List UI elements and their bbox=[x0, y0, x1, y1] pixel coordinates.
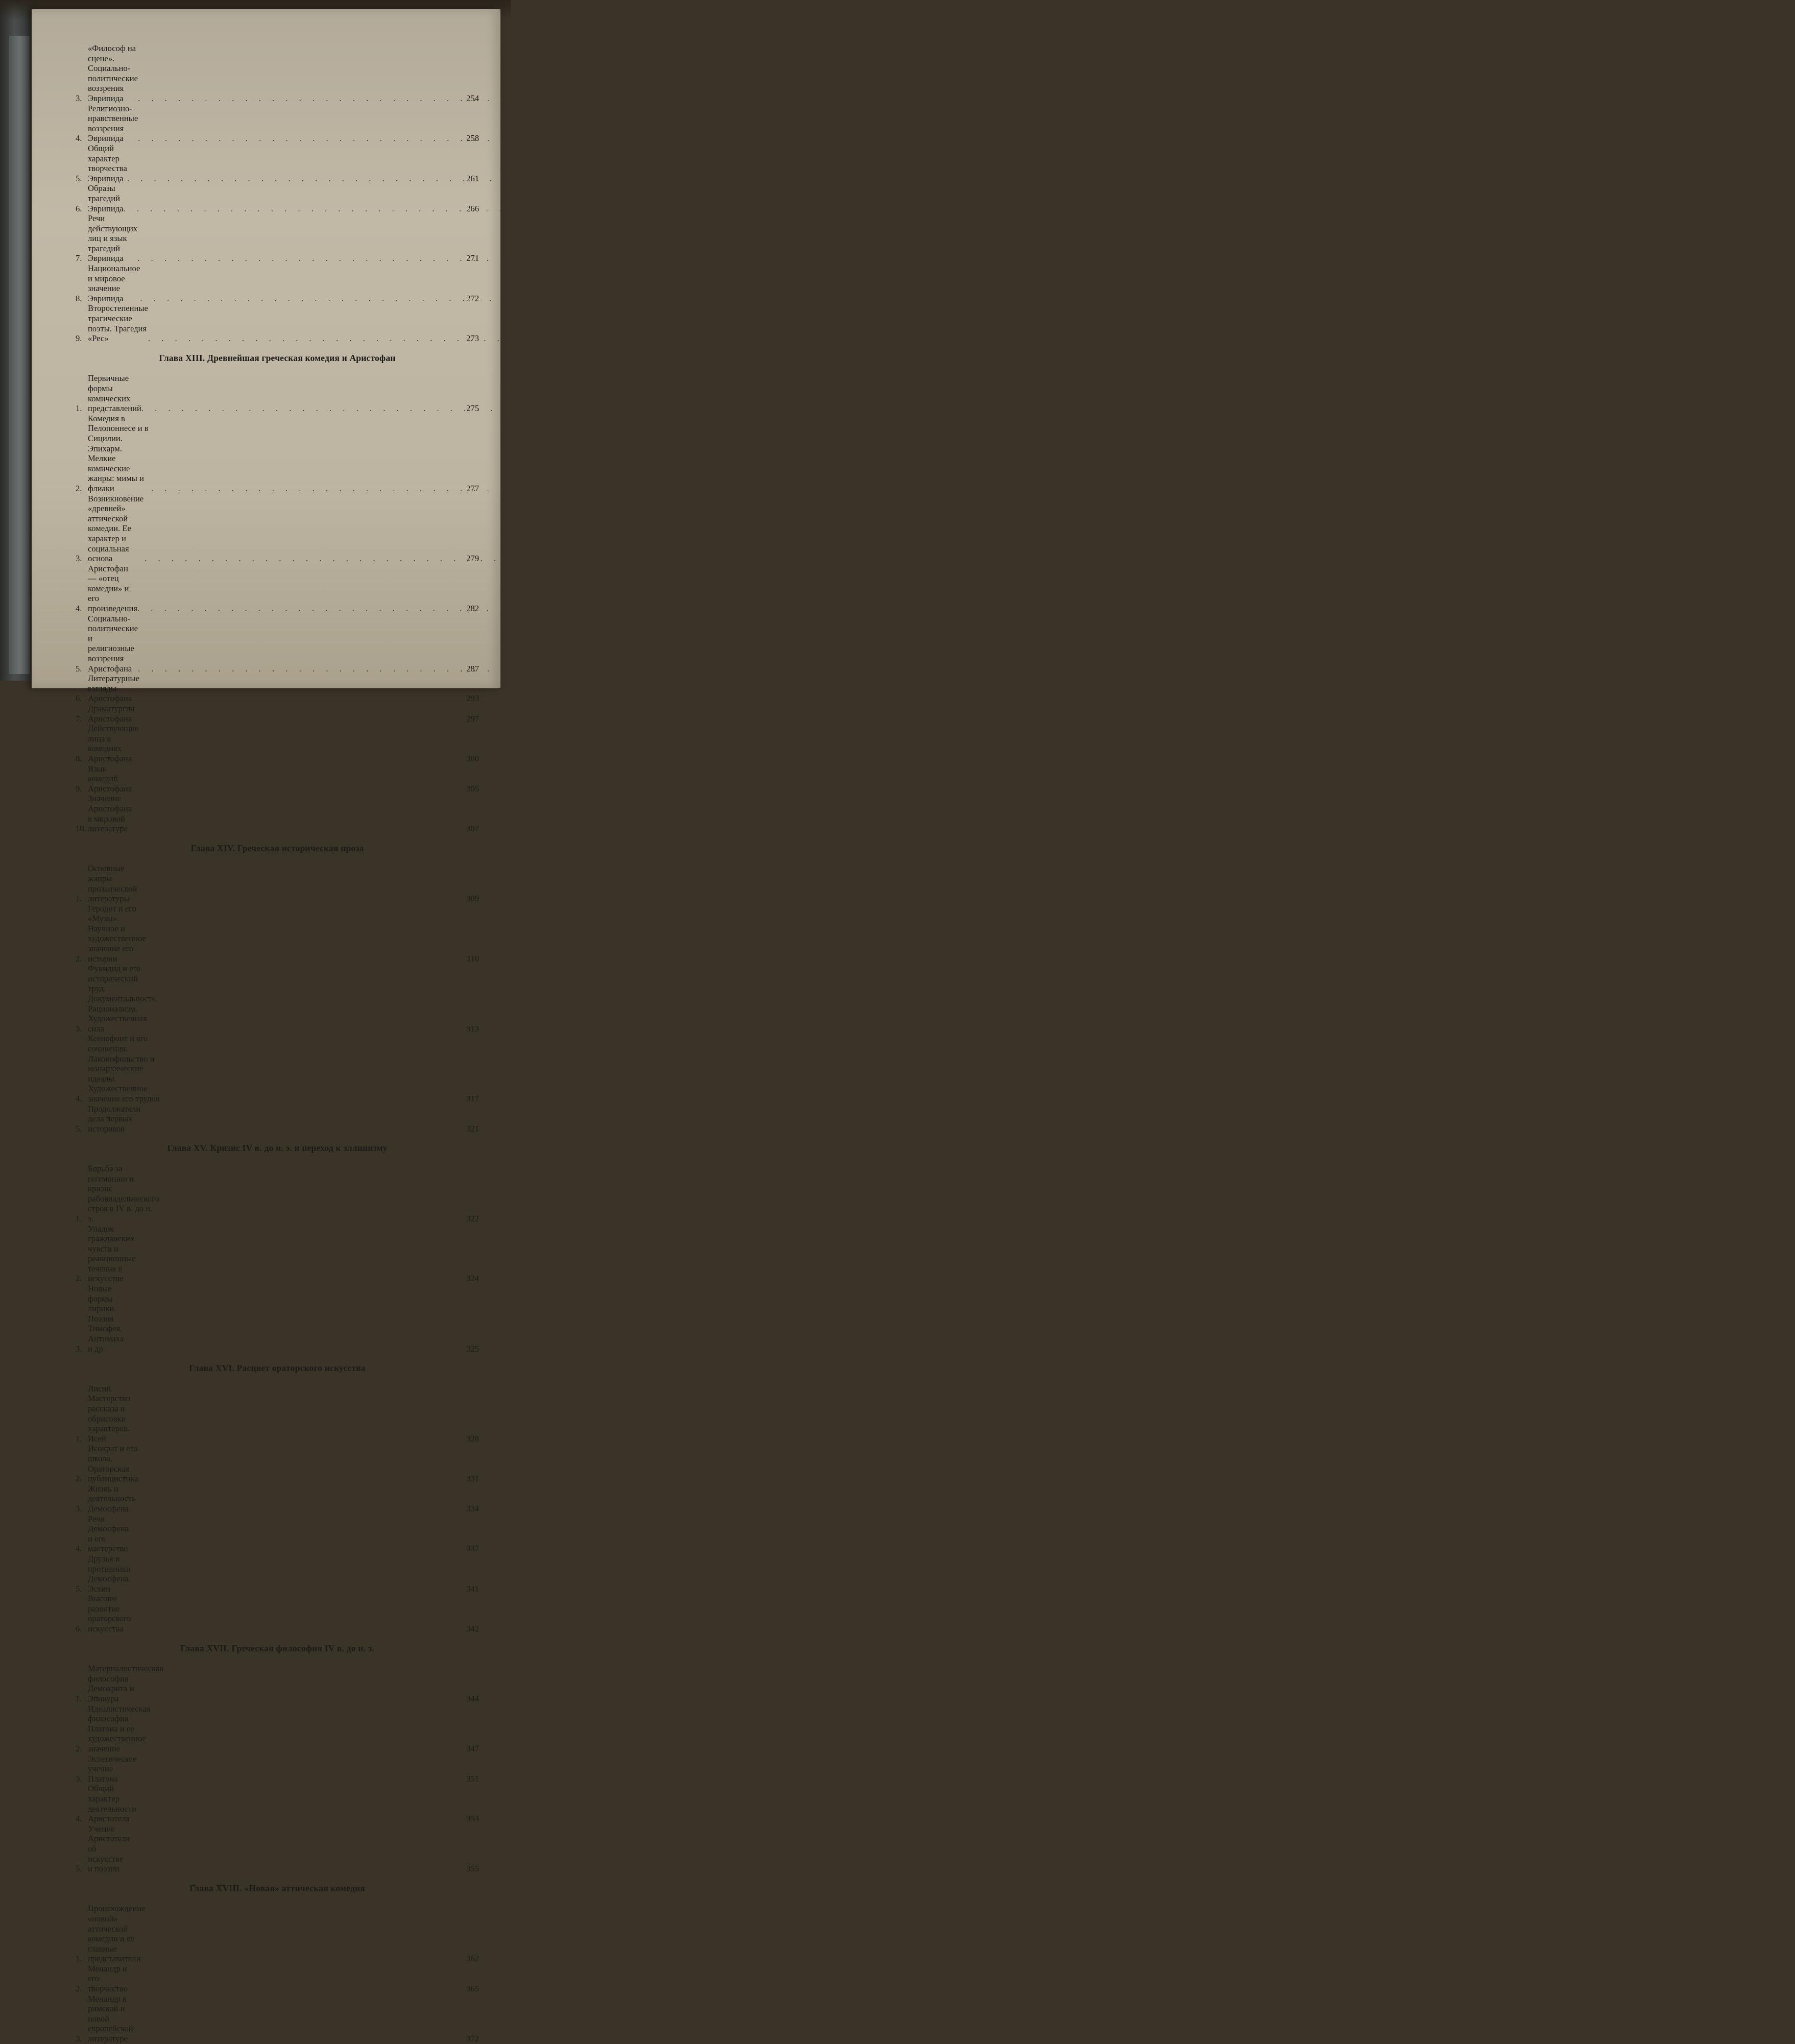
toc-entry bbox=[76, 1784, 479, 1823]
entry-page-number: 353 bbox=[466, 1814, 479, 1824]
entry-body bbox=[88, 213, 461, 263]
dot-leader bbox=[138, 1474, 461, 1484]
entry-body bbox=[88, 704, 461, 724]
entry-title: Жизнь и деятельность Демосфена bbox=[88, 1483, 136, 1513]
dot-leader bbox=[158, 1024, 461, 1034]
entry-title: Продолжатели дела первых историков bbox=[88, 1103, 141, 1134]
toc-entry bbox=[76, 43, 479, 104]
entry-title: Фукидид и его исторический труд. Документальность. Рационализм. Художественная сила bbox=[88, 964, 158, 1033]
entry-title: Исократ и его школа. Ораторская публицистика bbox=[88, 1444, 138, 1484]
entry-page-number: 309 bbox=[466, 894, 479, 904]
dot-leader bbox=[130, 1864, 461, 1874]
dot-leader bbox=[163, 1694, 461, 1704]
dot-leader bbox=[131, 1584, 461, 1594]
entry-title: Ксенофонт и его сочинения. Лаконофильство и монархические идеалы. Художественное значение его трудов bbox=[88, 1033, 160, 1103]
dot-leader bbox=[140, 294, 461, 304]
entry-body bbox=[88, 793, 461, 833]
entry-title: Драматургия Аристофана bbox=[88, 704, 135, 724]
entry-body bbox=[88, 1033, 461, 1103]
entry-number: 5. bbox=[76, 1583, 82, 1594]
entry-body bbox=[88, 1554, 461, 1594]
entry-title: «Философ на сцене». Социально-политические воззрения Эврипида bbox=[88, 43, 138, 103]
entry-body bbox=[88, 1164, 461, 1224]
book-spine bbox=[0, 0, 36, 681]
entry-number: 1. bbox=[76, 1213, 82, 1223]
entry-page-number: 282 bbox=[466, 604, 479, 614]
entry-number: 7. bbox=[76, 713, 82, 724]
entry-body bbox=[88, 303, 461, 343]
entry-page-number: 297 bbox=[466, 713, 479, 724]
entry-body bbox=[88, 1384, 461, 1444]
entry-number: 3. bbox=[76, 1503, 82, 1513]
dot-leader bbox=[132, 824, 461, 834]
dot-leader bbox=[134, 714, 461, 724]
dot-leader bbox=[138, 93, 461, 104]
entry-number: 1. bbox=[76, 1694, 82, 1704]
toc-entry bbox=[76, 1484, 479, 1514]
entry-number: 2. bbox=[76, 1474, 82, 1484]
entry-page-number: 300 bbox=[466, 753, 479, 763]
entry-page-number: 254 bbox=[466, 93, 479, 103]
entry-number: 4. bbox=[76, 1814, 82, 1824]
entry-body bbox=[88, 614, 461, 674]
entry-number: 9. bbox=[76, 333, 82, 344]
entry-page-number: 317 bbox=[466, 1093, 479, 1103]
entry-number: 2. bbox=[76, 483, 82, 493]
dot-leader bbox=[128, 1984, 461, 1994]
toc-entry bbox=[76, 414, 479, 494]
entry-number: 4. bbox=[76, 1544, 82, 1554]
entry-page-number: 258 bbox=[466, 133, 479, 143]
toc-entry bbox=[76, 263, 479, 303]
toc-entry bbox=[76, 1284, 479, 1354]
spine-edge bbox=[9, 36, 30, 674]
entry-title: Идеалистическая философия Платона и ее художественное значение bbox=[88, 1703, 151, 1753]
entry-title: Речи Демосфена и его мастерство bbox=[88, 1513, 129, 1554]
entry-title: Общий характер творчества Эврипида bbox=[88, 143, 127, 183]
dot-leader bbox=[139, 693, 461, 704]
entry-number: 8. bbox=[76, 753, 82, 763]
entry-page-number: 355 bbox=[466, 1864, 479, 1874]
toc-entry bbox=[76, 1964, 479, 1994]
entry-page-number: 331 bbox=[466, 1474, 479, 1484]
entry-number: 10. bbox=[76, 824, 86, 834]
dot-leader bbox=[148, 333, 461, 344]
entry-page-number: 279 bbox=[466, 554, 479, 564]
entry-number: 3. bbox=[76, 1773, 82, 1784]
entry-page-number: 341 bbox=[466, 1583, 479, 1594]
entry-page-number: 372 bbox=[466, 2034, 479, 2044]
entry-number: 2. bbox=[76, 1744, 82, 1753]
entry-page-number: 272 bbox=[466, 293, 479, 303]
toc-entry bbox=[76, 1994, 479, 2044]
entry-title: Борьба за гегемонию и кризис рабовладельческого строя в IV в. до н. э. bbox=[88, 1163, 159, 1223]
entry-body bbox=[88, 1514, 461, 1554]
dot-leader bbox=[138, 754, 461, 764]
entry-number: 4. bbox=[76, 133, 82, 143]
entry-body bbox=[88, 1224, 461, 1284]
toc-entry bbox=[76, 704, 479, 724]
entry-number: 1. bbox=[76, 1433, 82, 1444]
entry-title: Материалистическая философия Демокрита и Эпикура bbox=[88, 1664, 163, 1704]
entry-title: Лисий. Мастерство рассказа и обрисовки характеров. Исей bbox=[88, 1383, 131, 1444]
entry-body bbox=[88, 674, 461, 704]
dot-leader bbox=[133, 2034, 461, 2044]
entry-number: 1. bbox=[76, 894, 82, 904]
entry-title: Образы трагедий Эврипида bbox=[88, 183, 124, 213]
chapter-heading: Глава XVIII. «Новая» аттическая комедия bbox=[189, 1883, 365, 1893]
toc-entry bbox=[76, 303, 479, 343]
entry-body bbox=[88, 764, 461, 794]
entry-number: 4. bbox=[76, 1093, 82, 1103]
dot-leader bbox=[136, 1814, 461, 1824]
table-of-contents bbox=[76, 43, 479, 2044]
entry-body bbox=[88, 494, 461, 564]
dot-leader bbox=[124, 204, 461, 214]
entry-body bbox=[88, 183, 461, 213]
toc-entry bbox=[76, 1704, 479, 1754]
dot-leader bbox=[150, 1744, 461, 1754]
entry-title: Друзья и противники Демосфена. Эсхин bbox=[88, 1553, 131, 1594]
entry-title: Эстетическое учение Платона bbox=[88, 1753, 137, 1784]
toc-entry bbox=[76, 143, 479, 183]
toc-entry bbox=[76, 863, 479, 903]
entry-title: Геродот и его «Музы». Научное и художественное значение его истории bbox=[88, 903, 146, 964]
entry-number: 7. bbox=[76, 253, 82, 263]
entry-body bbox=[88, 414, 461, 494]
entry-page-number: 342 bbox=[466, 1624, 479, 1634]
toc-entry bbox=[76, 1664, 479, 1703]
entry-body bbox=[88, 373, 461, 413]
entry-page-number: 322 bbox=[466, 1213, 479, 1223]
toc-entry bbox=[76, 1754, 479, 1784]
toc-entry bbox=[76, 674, 479, 704]
entry-number: 8. bbox=[76, 293, 82, 303]
entry-title: Высшее развитие ораторского искусства bbox=[88, 1594, 131, 1634]
entry-title: Комедия в Пелопоннесе и в Сицилии. Эпихарм. Мелкие комические жанры: мимы и флиаки bbox=[88, 413, 149, 493]
entry-page-number: 313 bbox=[466, 1023, 479, 1033]
entry-title: Социально-политические и религиозные воззрения Аристофана bbox=[88, 613, 138, 674]
entry-title: Возникновение «древней» аттической комедии. Ее характер и социальная основа bbox=[88, 493, 144, 564]
entry-page-number: 261 bbox=[466, 173, 479, 183]
entry-page-number: 328 bbox=[466, 1433, 479, 1444]
entry-number: 6. bbox=[76, 203, 82, 213]
entry-number: 1. bbox=[76, 1954, 82, 1964]
toc-entry bbox=[76, 793, 479, 833]
dot-leader bbox=[131, 1624, 461, 1634]
entry-number: 3. bbox=[76, 1343, 82, 1354]
entry-page-number: 362 bbox=[466, 1954, 479, 1964]
toc-entry bbox=[76, 614, 479, 674]
entry-page-number: 275 bbox=[466, 403, 479, 414]
entry-number: 5. bbox=[76, 1123, 82, 1134]
entry-page-number: 347 bbox=[466, 1744, 479, 1753]
toc-entry bbox=[76, 724, 479, 763]
entry-page-number: 324 bbox=[466, 1273, 479, 1284]
entry-body bbox=[88, 104, 461, 143]
entry-body bbox=[88, 863, 461, 903]
chapter-heading: Глава XVI. Расцвет ораторского искусства bbox=[189, 1363, 366, 1374]
toc-entry bbox=[76, 764, 479, 794]
toc-entry bbox=[76, 183, 479, 213]
dot-leader bbox=[137, 604, 461, 614]
entry-title: Менандр и его творчество bbox=[88, 1963, 128, 1994]
entry-page-number: 277 bbox=[466, 483, 479, 493]
entry-number: 3. bbox=[76, 2034, 82, 2044]
dot-leader bbox=[129, 1544, 461, 1554]
entry-body bbox=[88, 1994, 461, 2044]
entry-body bbox=[88, 1964, 461, 1994]
entry-page-number: 334 bbox=[466, 1503, 479, 1513]
toc-entry bbox=[76, 213, 479, 263]
dot-leader bbox=[131, 1434, 461, 1444]
entry-page-number: 271 bbox=[466, 253, 479, 263]
dot-leader bbox=[146, 954, 461, 964]
entry-page-number: 266 bbox=[466, 203, 479, 213]
entry-number: 5. bbox=[76, 663, 82, 674]
entry-page-number: 351 bbox=[466, 1773, 479, 1784]
toc-entry bbox=[76, 494, 479, 564]
entry-body bbox=[88, 1824, 461, 1874]
entry-page-number: 344 bbox=[466, 1694, 479, 1704]
dot-leader bbox=[141, 403, 461, 414]
entry-number: 5. bbox=[76, 1864, 82, 1874]
toc-entry bbox=[76, 1224, 479, 1284]
entry-title: Второстепенные трагические поэты. Трагедия «Рес» bbox=[88, 303, 148, 344]
entry-body bbox=[88, 1104, 461, 1134]
entry-body bbox=[88, 564, 461, 614]
dot-leader bbox=[136, 1273, 461, 1284]
dot-leader bbox=[146, 1954, 461, 1964]
toc-entry bbox=[76, 1384, 479, 1444]
dot-leader bbox=[159, 1214, 461, 1224]
entry-title: Менандр в римской и новой европейской литературе bbox=[88, 1993, 133, 2044]
entry-body bbox=[88, 263, 461, 303]
entry-page-number: 365 bbox=[466, 1984, 479, 1994]
entry-page-number: 307 bbox=[466, 824, 479, 834]
toc-entry bbox=[76, 1514, 479, 1554]
toc-entry bbox=[76, 1164, 479, 1224]
entry-body bbox=[88, 143, 461, 183]
entry-page-number: 305 bbox=[466, 783, 479, 793]
dot-leader bbox=[140, 1124, 461, 1134]
entry-number: 6. bbox=[76, 1624, 82, 1634]
entry-body bbox=[88, 1664, 461, 1703]
entry-page-number: 287 bbox=[466, 663, 479, 674]
entry-title: Действующие лица в комедиях Аристофана bbox=[88, 724, 139, 763]
entry-number: 2. bbox=[76, 1984, 82, 1994]
entry-page-number: 325 bbox=[466, 1343, 479, 1354]
chapter-heading: Глава XVII. Греческая философия IV в. до н. э. bbox=[180, 1643, 375, 1653]
entry-page-number: 273 bbox=[466, 333, 479, 344]
entry-title: Основные жанры прозаической литературы bbox=[88, 863, 137, 904]
entry-body bbox=[88, 964, 461, 1033]
entry-body bbox=[88, 1484, 461, 1514]
entry-number: 9. bbox=[76, 783, 82, 793]
toc-entry bbox=[76, 1904, 479, 1964]
entry-body bbox=[88, 1284, 461, 1354]
toc-entry bbox=[76, 964, 479, 1033]
toc-entry bbox=[76, 1444, 479, 1483]
toc-entry bbox=[76, 1594, 479, 1633]
entry-body bbox=[88, 1444, 461, 1483]
entry-title: Учение Аристотеля об искусстве и поэзии bbox=[88, 1823, 130, 1874]
dot-leader bbox=[137, 1774, 461, 1784]
entry-body bbox=[88, 1704, 461, 1754]
entry-number: 1. bbox=[76, 403, 82, 414]
chapter-heading: Глава XV. Кризис IV в. до н. э. и переход к эллинизму bbox=[167, 1143, 388, 1153]
dot-leader bbox=[129, 1344, 461, 1354]
toc-entry bbox=[76, 1104, 479, 1134]
toc-entry bbox=[76, 904, 479, 964]
entry-title: Новые формы лирики. Поэзия Тимофея, Антимаха и др. bbox=[88, 1284, 124, 1354]
entry-body bbox=[88, 43, 461, 104]
entry-body bbox=[88, 724, 461, 763]
entry-number: 2. bbox=[76, 953, 82, 964]
dot-leader bbox=[137, 894, 461, 904]
entry-title: Значение Аристофана в мировой литературе bbox=[88, 793, 132, 834]
dot-leader bbox=[160, 1094, 461, 1104]
entry-number: 6. bbox=[76, 693, 82, 704]
dot-leader bbox=[136, 1504, 461, 1514]
entry-page-number: 310 bbox=[466, 953, 479, 964]
entry-title: Речи действующих лиц и язык трагедий Эврипида bbox=[88, 213, 138, 263]
toc-entry bbox=[76, 373, 479, 413]
entry-body bbox=[88, 1784, 461, 1823]
entry-title: Упадок гражданских чувств и реакционные течения в искусстве bbox=[88, 1223, 136, 1284]
toc-entry bbox=[76, 104, 479, 143]
toc-entry bbox=[76, 1033, 479, 1103]
toc-entry bbox=[76, 1824, 479, 1874]
toc-entry bbox=[76, 1554, 479, 1594]
dot-leader bbox=[132, 784, 461, 794]
entry-number: 5. bbox=[76, 173, 82, 183]
entry-number: 2. bbox=[76, 1273, 82, 1284]
dot-leader bbox=[127, 174, 461, 184]
dot-leader bbox=[151, 484, 461, 494]
entry-number: 3. bbox=[76, 93, 82, 103]
dot-leader bbox=[138, 133, 461, 143]
entry-number: 3. bbox=[76, 554, 82, 564]
entry-body bbox=[88, 1754, 461, 1784]
entry-body bbox=[88, 1904, 461, 1964]
entry-title: Религиозно-нравственные воззрения Эврипида bbox=[88, 103, 138, 143]
entry-title: Происхождение «новой» аттической комедии и ее главные представители bbox=[88, 1904, 146, 1964]
chapter-heading: Глава XIII. Древнейшая греческая комедия и Аристофан bbox=[159, 352, 396, 363]
entry-body bbox=[88, 904, 461, 964]
entry-number: 4. bbox=[76, 604, 82, 614]
toc-entry bbox=[76, 564, 479, 614]
dot-leader bbox=[145, 554, 461, 564]
entry-title: Общий характер деятельности Аристотеля bbox=[88, 1784, 136, 1824]
dot-leader bbox=[137, 253, 461, 263]
entry-title: Язык комедий Аристофана bbox=[88, 763, 132, 793]
entry-page-number: 337 bbox=[466, 1544, 479, 1554]
entry-title: Аристофан — «отец комедии» и его произведения bbox=[88, 563, 137, 614]
entry-page-number: 293 bbox=[466, 693, 479, 704]
entry-body bbox=[88, 1594, 461, 1633]
entry-page-number: 321 bbox=[466, 1123, 479, 1134]
dot-leader bbox=[138, 664, 461, 674]
entry-number: 3. bbox=[76, 1023, 82, 1033]
chapter-heading: Глава XIV. Греческая историческая проза bbox=[190, 843, 364, 853]
entry-title: Литературные взгляды Аристофана bbox=[88, 674, 140, 704]
entry-title: Национальное и мировое значение Эврипида bbox=[88, 263, 140, 303]
entry-title: Первичные формы комических представлений bbox=[88, 373, 141, 414]
